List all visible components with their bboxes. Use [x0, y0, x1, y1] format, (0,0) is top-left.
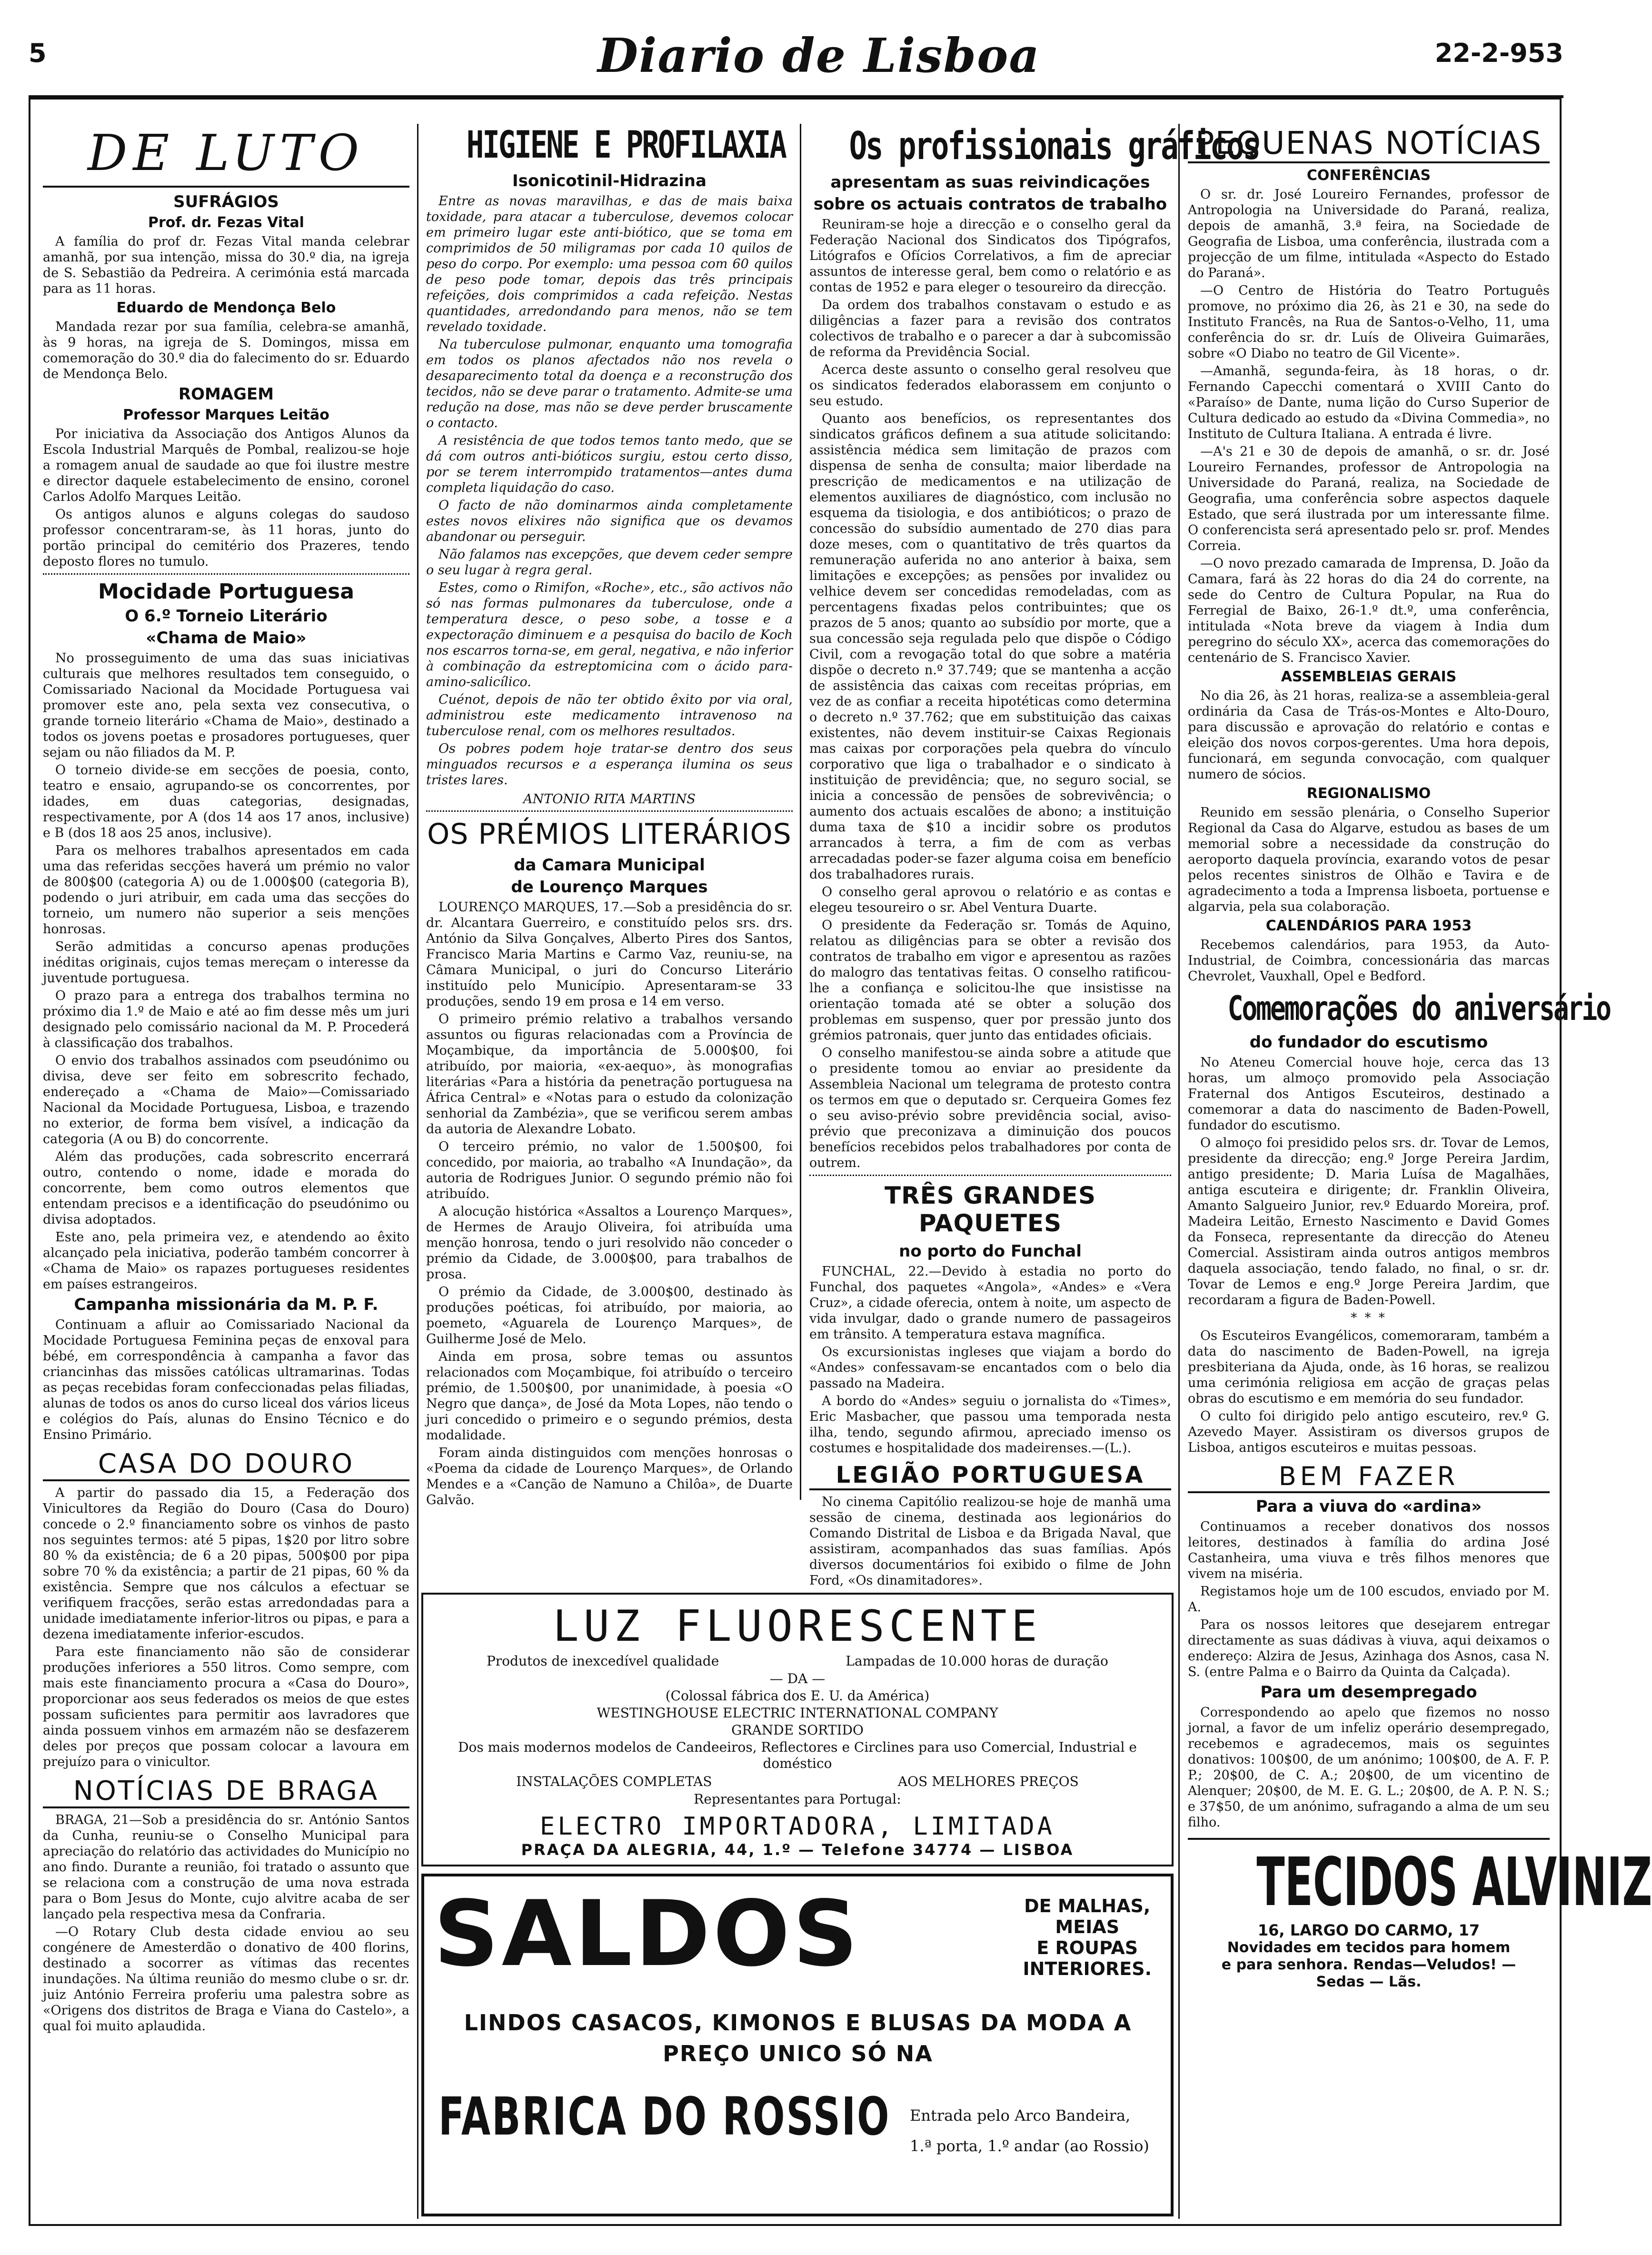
article-headline: BEM FAZER — [1188, 1461, 1550, 1493]
paragraph: Mandada rezar por sua família, celebra-se amanhã, às 9 horas, na igreja de S. Domingos, missa em comemoração do 30.º dia do falecimento do sr. Eduardo de Mendonça Belo. — [43, 319, 409, 381]
paragraph: O conselho geral aprovou o relatório e as contas e elegeu tesoureiro o sr. Abel Ventura Duarte. — [809, 885, 1171, 915]
ad-title: SALDOS — [434, 1881, 861, 1986]
paragraph: No dia 26, às 21 horas, realiza-se a assembleia-geral ordinária da Casa de Trás-os-Montes e Alto-Douro, para discussão e aprovação do relatório e contas e eleição dos novos corpos-gerentes. Uma hora depois, funcionará, em segunda convocação, com qualquer numero de sócios. — [1188, 688, 1550, 782]
subheading: sobre os actuais contratos de trabalho — [813, 195, 1167, 214]
paragraph: BRAGA, 21—Sob a presidência do sr. António Santos da Cunha, reuniu-se o Conselho Municipal para apreciação do relatório das actividades do Município no ano findo. Durante a reunião, foi tratado o assunto que se relaciona com a construção de uma nova estrada para o Bom Jesus do Monte, cujo alvitre acaba de ser lançado pela respectiva mesa da Confraria. — [43, 1813, 409, 1922]
ad-company: ELECTRO IMPORTADORA, LIMITADA — [540, 1812, 1055, 1841]
ad-text: PREÇO UNICO SÓ NA — [663, 2041, 933, 2066]
paragraph: A alocução histórica «Assaltos a Lourenço Marques», de Hermes de Araujo Oliveira, foi atribuída uma menção honrosa, tendo o juri resolvido não conceder o prémio da Cidade, de 3.000$00, para trabalhos de prosa. — [426, 1204, 793, 1282]
paragraph: Para este financiamento não são de considerar produções inferiores a 550 litros. Como sempre, com mais este financiamento procura a «Casa do Douro», proporcionar aos seus federados os meios de que estes possam suficientes para permitir aos lavradores que ainda possuem vinhos em armazém não se desfazerem deles por preços que possam colocar a lavoura em prejuízo para o vinicultor. — [43, 1645, 409, 1769]
section-heading-pequenas-noticias: PEQUENAS NOTÍCIAS — [1188, 125, 1550, 163]
column-2 — [426, 119, 793, 1510]
paragraph: Os Escuteiros Evangélicos, comemoraram, também a data do nascimento de Baden-Powell, na igreja presbiteriana da Ajuda, onde, às 16 horas, se realizou uma cerimónia religiosa em acção de graças pelas obras do escutismo e em memória do seu fundador. — [1188, 1328, 1550, 1406]
subheading: «Chama de Maio» — [146, 629, 307, 648]
paragraph: Recebemos calendários, para 1953, da Auto-Industrial, de Coimbra, concessionária das marcas Chevrolet, Vauxhall, Opel e Bedford. — [1188, 938, 1550, 984]
advertisement-saldos — [421, 1874, 1174, 2216]
ad-text: Novidades em tecidos para homem — [1227, 1939, 1511, 1956]
divider — [809, 1175, 1171, 1176]
subheading: ROMAGEM — [178, 385, 274, 404]
subheading: Professor Marques Leitão — [123, 407, 329, 423]
ad-text: LINDOS CASACOS, KIMONOS E BLUSAS DA MODA A — [464, 2010, 1132, 2035]
paragraph: A família do prof dr. Fezas Vital manda celebrar amanhã, por sua intenção, missa do 30.º dia, na igreja de S. Sebastião da Pedreira. A cerimónia está marcada para as 11 horas. — [43, 234, 409, 296]
paragraph: O prémio da Cidade, de 3.000$00, destinado às produções poéticas, foi atribuído, por maioria, ao poemeto, «Aguarela de Lourenço Marques», de Guilherme José de Melo. — [426, 1285, 793, 1347]
paragraph: No Ateneu Comercial houve hoje, cerca das 13 horas, um almoço promovido pela Associação Fraternal dos Antigos Escuteiros, destinado a comemorar a data do nascimento de Baden-Powell, fundador do escutismo. — [1188, 1055, 1550, 1133]
masthead — [29, 19, 1563, 100]
ad-address: 16, LARGO DO CARMO, 17 — [1257, 1921, 1480, 1939]
paragraph: O primeiro prémio relativo a trabalhos versando assuntos ou figuras relacionadas com a Província de Moçambique, da importância de 5.000$00, foi atribuído, por maioria, «ex-aequo», às monografias literárias «Para a história da penetração portuguesa na África Central» e «Notas para o estudo da colonização senhorial da Zambézia», que se verificou serem ambas da autoria de Alexandre Lobato. — [426, 1012, 793, 1137]
paragraph: Entre as novas maravilhas, e das de mais baixa toxidade, para atacar a tuberculose, devemos colocar em primeiro lugar este anti-biótico, que se toma em comprimidos de 50 miligramas por cada 10 quilos de peso do corpo. Por exemplo: uma pessoa com 60 quilos de peso pode tomar, depois das três principais refeições, dois comprimidos a cada refeição. Nestas quantidades, arredondando para menos, não se tem revelado toxidade. — [426, 194, 793, 334]
issue-date: 22-2-953 — [1434, 38, 1563, 68]
paragraph: Estes, como o Rimifon, «Roche», etc., são activos não só nas formas pulmonares da tuberculose, onde a temperatura desce, o peso sobe, a tosse e a expectoração diminuem e a pesquisa do bacilo de Koch nos escarros torna-se, em geral, negativa, e não inferior à combinação da estreptomicina com o ácido para-amino-salicílico. — [426, 580, 793, 689]
paragraph: —O Rotary Club desta cidade enviou ao seu congénere de Amesterdão o donativo de 400 florins, destinado a socorrer as vítimas das recentes inundações. Na última reunião do mesmo clube o sr. dr. juiz António Ferreira proferiu uma palestra sobre as «Origens dos distritos de Braga e Viana do Castelo», a qual foi muito aplaudida. — [43, 1925, 409, 2034]
paragraph: A bordo do «Andes» seguiu o jornalista do «Times», Eric Masbacher, que passou uma temporada nesta ilha, tendo, segundo afirmou, apreciado imenso os costumes e hospitalidade dos madeirenses.—(L.). — [809, 1394, 1171, 1456]
page-number: 5 — [29, 38, 47, 68]
paragraph: FUNCHAL, 22.—Devido à estadia no porto do Funchal, dos paquetes «Angola», «Andes» e «Vera Cruz», a cidade oferecia, ontem à noite, um aspecto de vida invulgar, dado o grande numero de passageiros em trânsito. A temperatura estava magnífica. — [809, 1264, 1171, 1342]
ad-address — [910, 2100, 1149, 2161]
ad-text: AOS MELHORES PREÇOS — [897, 1774, 1079, 1789]
paragraph: O conselho manifestou-se ainda sobre a atitude que o presidente tomou ao enviar ao presidente da Assembleia Nacional um telegrama de protesto contra os termos em que o deputado sr. Cerqueira Gomes fez o seu aviso-prévio sobre previdência social, aviso-prévio que preconizava a diminuição dos poucos benefícios recebidos pelos trabalhadores por conta de outrem. — [809, 1046, 1171, 1170]
ad-side-text — [1023, 1896, 1152, 1979]
column-4 — [1188, 119, 1652, 1991]
subheading: Para a viuva do «ardina» — [1255, 1497, 1482, 1516]
paragraph: —O novo prezado camarada de Imprensa, D. João da Camara, fará às 22 horas do dia 24 do corrente, na sede do Centro de Cultura Popular, na Rua do Ferregial de Baixo, 26-1.º dt.º, uma conferência, intitulada «Nota breve da viagem à India dum peregrino do século XX», acerca das comemorações do centenário de S. Francisco Xavier. — [1188, 556, 1550, 665]
article-headline: Comemorações do aniversário — [1227, 989, 1610, 1028]
subheading: do fundador do escutismo — [1249, 1033, 1488, 1052]
section-heading-luto: DE LUTO — [43, 124, 409, 188]
article-headline: Os profissionais gráficos — [849, 124, 1259, 168]
ad-text: e para senhora. Rendas—Veludos! — — [1221, 1956, 1516, 1973]
article-headline: TRÊS GRANDES PAQUETES — [885, 1182, 1096, 1237]
paragraph: A partir do passado dia 15, a Federação dos Vinicultores da Região do Douro (Casa do Douro) concede o 2.º financiamento sobre os vinhos de pasto nos seguintes termos: até 5 pipas, 1$20 por litro sobre 80 % da existência; de 6 a 20 pipas, 500$00 por pipa sobre 70 % da existência; a partir de 21 pipas, 60 % da existência. Sempre que nos cálculos a efectuar se verifiquem fracções, serão estas arredondadas para a unidade imediatamente inferior-litros ou pipas, e para a dezena imediatamente inferior-escudos. — [43, 1486, 409, 1642]
paragraph: Continuam a afluir ao Comissariado Nacional da Mocidade Portuguesa Feminina peças de enxoval para bébé, em correspondência à campanha a favor das criancinhas das missões católicas ultramarinas. Todas as peças recebidas foram confeccionadas pelas filiadas, alunas de todos os anos do curso liceal dos vários liceus e colégios do País, alunas do Ensino Técnico e do Ensino Primário. — [43, 1317, 409, 1442]
subheading: Para um desempregado — [1260, 1683, 1477, 1702]
paragraph: No cinema Capitólio realizou-se hoje de manhã uma sessão de cinema, destinada aos legionários do Comando Distrital de Lisboa e da Brigada Naval, que assistiram, acompanhados das suas famílias. Após diversos documentários foi exibido o filme de John Ford, «Os dinamitadores». — [809, 1495, 1171, 1588]
paragraph: O almoço foi presidido pelos srs. dr. Tovar de Lemos, presidente da direcção; eng.º Jorge Pereira Jardim, antigo presidente; D. Maria Luísa de Magalhães, antiga escuteira e dirigente; dr. Franklin Oliveira, Amanto Salgueiro Junior, rev.º Eduardo Moreira, prof. Madeira Leitão, Ernesto Nascimento e David Gomes da Fonseca, representante da direcção do Ateneu Comercial. Assistiram ainda outros antigos membros daquela associação, tendo falado, no final, o sr. dr. Tovar de Lemos e eng.º Jorge Pereira Jardim, que recordaram a figura de Baden-Powell. — [1188, 1136, 1550, 1307]
column-rule — [800, 124, 801, 1500]
subheading: apresentam as suas reivindicações — [830, 173, 1150, 192]
paragraph: Não falamos nas excepções, que devem ceder sempre o seu lugar à regra geral. — [426, 547, 793, 578]
article-headline: HIGIENE E PROFILAXIA — [466, 124, 786, 167]
divider — [43, 573, 409, 575]
ad-text: — DA — — [769, 1671, 826, 1686]
ad-title: LUZ FLUORESCENTE — [553, 1601, 1042, 1651]
column-1 — [43, 119, 409, 2036]
paragraph: Os excursionistas ingleses que viajam a bordo do «Andes» confessavam-se encantados com o belo dia passado na Madeira. — [809, 1345, 1171, 1391]
paragraph: Cuénot, depois de não ter obtido êxito por via oral, administrou este medicamento intravenoso na tuberculose renal, com os melhores resultados. — [426, 692, 793, 738]
paragraph: Da ordem dos trabalhos constavam o estudo e as diligências a fazer para a revisão dos contratos colectivos de trabalho e o parecer a dar à subcomissão de reforma da Previdência Social. — [809, 298, 1171, 359]
paragraph: O prazo para a entrega dos trabalhos termina no próximo dia 1.º de Maio e até ao fim desse mês um juri designado pelo comissário nacional da M. P. Procederá à classificação dos trabalhos. — [43, 988, 409, 1050]
paragraph: Reuniram-se hoje a direcção e o conselho geral da Federação Nacional dos Sindicatos dos Tipógrafos, Litógrafos e Ofícios Correlativos, a fim de apreciar assuntos de interesse geral, bem como o relatório e as contas de 1952 e para eleger o tesoureiro da direcção. — [809, 217, 1171, 295]
ad-text: GRANDE SORTIDO — [731, 1722, 864, 1738]
paragraph: Correspondendo ao apelo que fizemos no nosso jornal, a favor de um infeliz operário desempregado, recebemos e agradecemos, mais os seguintes donativos: 100$00, de um anónimo; 100$00, de A. F. P. P.; 20$00, de C. A.; 20$00, de um vicentino de Alenquer; 20$00, de M. E. G. L.; 20$00, de A. P. N. S.; e 37$50, de um anónimo, sufragando a alma de um seu filho. — [1188, 1705, 1550, 1830]
paragraph: A resistência de que todos temos tanto medo, que se dá com outros anti-bióticos surgiu, estou certo disso, por se terem interrompido tratamentos—antes duma completa liquidação do caso. — [426, 433, 793, 495]
article-headline: NOTÍCIAS DE BRAGA — [43, 1776, 409, 1808]
subheading: ASSEMBLEIAS GERAIS — [1281, 669, 1457, 685]
paragraph: Serão admitidas a concurso apenas produções inéditas originais, cujos temas mereçam o interesse da juventude portuguesa. — [43, 939, 409, 986]
column-rule — [417, 124, 418, 2219]
divider — [426, 810, 793, 812]
column-rule — [1178, 124, 1180, 2219]
subheading: Prof. dr. Fezas Vital — [148, 214, 304, 231]
subheading: da Camara Municipal — [514, 856, 705, 875]
ad-store-name: FABRICA DO ROSSIO — [438, 2086, 891, 2147]
ad-address: PRAÇA DA ALEGRIA, 44, 1.º — Telefone 34774 — LISBOA — [521, 1841, 1074, 1859]
ad-text: DE MALHAS, — [1024, 1896, 1151, 1916]
subheading: Isonicotinil-Hidrazina — [512, 171, 707, 190]
advertisement-luz-fluorescente — [421, 1593, 1174, 1866]
article-headline: OS PRÉMIOS LITERÁRIOS — [427, 818, 792, 851]
paragraph: O culto foi dirigido pelo antigo escuteiro, rev.º G. Azevedo Mayer. Assistiram os diversos grupos de Lisboa, antigos escuteiros e muitas pessoas. — [1188, 1409, 1550, 1455]
paragraph: —A's 21 e 30 de depois de amanhã, o sr. dr. José Loureiro Fernandes, professor de Antropologia na Universidade do Paraná, realiza, na Sociedade de Geografia, uma conferência sobre aspectos daquele Estado, que será ilustrada por um interessante filme. O conferencista será apresentado pelo sr. prof. Mendes Correia. — [1188, 444, 1550, 553]
subheading: CALENDÁRIOS PARA 1953 — [1265, 918, 1472, 934]
paragraph: O envio dos trabalhos assinados com pseudónimo ou divisa, deve ser feito em sobrescrito fechado, endereçado a «Chama de Maio»—Comissariado Nacional da Mocidade Portuguesa, Lisboa, e trazendo no exterior, de forma bem visível, a indicação da categoria (A ou B) do concorrente. — [43, 1053, 409, 1147]
subheading: Campanha missionária da M. P. F. — [74, 1295, 378, 1314]
ad-brand: TECIDOS ALVINIZ — [1256, 1844, 1652, 1921]
paragraph: Este ano, pela primeira vez, e atendendo ao êxito alcançado pela iniciativa, poderão também concorrer à «Chama de Maio» os rapazes portugueses residentes em países estrangeiros. — [43, 1230, 409, 1292]
article-headline: LEGIÃO PORTUGUESA — [809, 1462, 1171, 1490]
paragraph: Para os nossos leitores que desejarem entregar directamente as suas dádivas à viuva, aqui deixamos o endereço: Alzira de Jesus, Azinhaga dos Asnos, casa N. S. (entre Palma e o Bairro da Quinta da Calçada). — [1188, 1617, 1550, 1679]
paragraph: Continuamos a receber donativos dos nossos leitores, destinados à família do ardina José Castanheira, uma viuva e três filhos menores que vivem na miséria. — [1188, 1519, 1550, 1581]
subheading: REGIONALISMO — [1306, 785, 1431, 802]
ad-row — [423, 1653, 1172, 1669]
subheading: O 6.º Torneio Literário — [125, 607, 328, 626]
ad-text: 1.ª porta, 1.º andar (ao Rossio) — [910, 2137, 1149, 2155]
paragraph: No prosseguimento de uma das suas iniciativas culturais que melhores resultados tem conseguido, o Comissariado Nacional da Mocidade Portuguesa vai promover este ano, pela sexta vez consecutiva, o grande torneio literário «Chama de Maio», destinado a todos os jovens poetas e prosadores portugueses, quer sejam ou não filiados da M. P. — [43, 651, 409, 760]
subheading: CONFERÊNCIAS — [1306, 167, 1431, 184]
ad-text: E ROUPAS — [1036, 1937, 1138, 1958]
subheading: no porto do Funchal — [899, 1242, 1082, 1261]
article-headline: CASA DO DOURO — [43, 1448, 409, 1481]
paragraph: —O Centro de História do Teatro Português promove, no próximo dia 26, às 21 e 30, na sede do Instituto Francês, na Rua de Santos-o-Velho, 11, uma conferência do sr. dr. Luís de Oliveira Guimarães, sobre «O Diabo no teatro de Gil Vicente». — [1188, 283, 1550, 361]
author-signature: ANTONIO RITA MARTINS — [523, 792, 696, 807]
ad-text: Dos mais modernos modelos de Candeeiros, Reflectores e Circlines para uso Comercial, Industrial e doméstico — [458, 1739, 1137, 1771]
column-3 — [809, 119, 1259, 1590]
paragraph: Reunido em sessão plenária, o Conselho Superior Regional da Casa do Algarve, estudou as bases de um memorial sobre a necessidade da construção do aeroporto daquela província, exarando votos de pesar pelos recentes sinistros de Olhão e Tavira e de agradecimento a toda a Imprensa lisboeta, portuense e algarvia, pela sua colaboração. — [1188, 805, 1550, 914]
paragraph: Para os melhores trabalhos apresentados em cada uma das referidas secções haverá um prémio no valor de 800$00 (categoria A) ou de 1.000$00 (categoria B), podendo o juri atribuir, em cada uma das secções do torneio, um numero não superior a seis menções honrosas. — [43, 843, 409, 937]
paragraph: Além das produções, cada sobrescrito encerrará outro, contendo o nome, idade e morada do concorrente, bem como outros elementos que entendam precisos e a identificação do pseudónimo ou divisa adoptados. — [43, 1149, 409, 1227]
ad-text: Produtos de inexcedível qualidade — [487, 1653, 719, 1669]
paragraph: Ainda em prosa, sobre temas ou assuntos relacionados com Moçambique, foi atribuído o terceiro prémio, de 1.500$00, por unanimidade, à poesia «O Negro que dança», de José da Mota Lopes, não tendo o juri concedido o primeiro e o segundo prémios, desta modalidade. — [426, 1349, 793, 1443]
paragraph: O facto de não dominarmos ainda completamente estes novos elixires não significa que os devamos abandonar ou perseguir. — [426, 498, 793, 544]
paragraph: O terceiro prémio, no valor de 1.500$00, foi concedido, por maioria, ao trabalho «A Inundação», da autoria de Rodrigues Junior. O segundo prémio não foi atribuído. — [426, 1139, 793, 1201]
paragraph: Quanto aos benefícios, os representantes dos sindicatos gráficos definem a sua atitude solicitando: assistência médica sem limitação de prazos com dispensa de senha de consulta; maior liberdade na prescrição de medicamentos e na utilização de elementos auxiliares de diagnóstico, com inclusão no esquema da tisiologia, e dos antibióticos; o prazo de concessão do subsídio aumentado de 270 dias para doze meses, com o quantitativo de três quartos da remuneração auferida no ano anterior à baixa, sem limitações e excepções; as pensões por invalidez ou velhice devem ser concedidas remodeladas, com as percentagens fixadas pelos contribuintes; que os prazos de 5 anos; quanto ao subsídio por morte, que a sua concessão seja regulada pelo que dispõe o Código Civil, com a revogação total do que sobre a matéria dispõe o decreto n.º 37.749; que se mantenha a acção de assistência das caixas com receitas próprias, em vez de as confiar a receita hipotéticas como determina o decreto n.º 37.762; que em substituição das caixas existentes, não devem instituir-se Caixas Regionais mas caixas por corporações pela quebra do vínculo corporativo que liga o trabalhador e o sindicato à instituição de previdência; que, no seguro social, se inicia a concessão de pensões de sobrevivência; o aumento dos actuais escalões de abono; a instituição duma taxa de $10 a incidir sobre os produtos arrancados à terra, a fim de com as verbas arrecadadas poder-se fazer alguma coisa em benefício dos trabalhadores rurais. — [809, 411, 1171, 882]
subheading: Eduardo de Mendonça Belo — [116, 299, 336, 316]
advertisement-tecidos — [1188, 1838, 1652, 1991]
ad-text: MEIAS — [1055, 1916, 1120, 1937]
subheading: SUFRÁGIOS — [173, 192, 279, 211]
ad-text: Sedas — Lãs. — [1316, 1974, 1422, 1990]
ad-text: INTERIORES. — [1023, 1958, 1152, 1979]
ad-row — [423, 1774, 1172, 1789]
paragraph: Os antigos alunos e alguns colegas do saudoso professor concentraram-se, às 11 horas, junto do portão principal do cemitério dos Prazeres, tendo deposto flores no tumulo. — [43, 507, 409, 569]
separator-stars: * * * — [1351, 1311, 1387, 1325]
paragraph: Por iniciativa da Associação dos Antigos Alunos da Escola Industrial Marquês de Pombal, realizou-se hoje a romagem anual de saudade ao que foi ilustre mestre e director daquele estabelecimento de ensino, coronel Carlos Adolfo Marques Leitão. — [43, 427, 409, 504]
article-headline: Mocidade Portuguesa — [98, 579, 355, 604]
ad-text: WESTINGHOUSE ELECTRIC INTERNATIONAL COMPANY — [597, 1705, 998, 1721]
paragraph: —Amanhã, segunda-feira, às 18 horas, o dr. Fernando Capecchi comentará o XVIII Canto do «Paraíso» de Dante, numa lição do Curso Superior de Cultura dedicado ao estudo da «Divina Commedia», no Instituto de Cultura Italiana. A entrada é livre. — [1188, 364, 1550, 441]
ad-text: Representantes para Portugal: — [694, 1791, 901, 1807]
paragraph: Foram ainda distinguidos com menções honrosas o «Poema da cidade de Lourenço Marques», de Orlando Mendes e a «Canção de Namuno a Chilôa», de Duarte Galvão. — [426, 1446, 793, 1507]
paragraph: Na tuberculose pulmonar, enquanto uma tomografia em todos os planos afectados não nos revela o desaparecimento total da doença e a reconstrução dos tecidos, não se deve parar o tratamento. Admite-se uma redução na dose, mas não se deve perder bruscamente o contacto. — [426, 337, 793, 430]
paragraph: LOURENÇO MARQUES, 17.—Sob a presidência do sr. dr. Alcantara Guerreiro, e constituído pelos srs. drs. António da Silva Gonçalves, Alberto Pires dos Santos, Francisco Maria Martins e Carmo Vaz, reuniu-se, na Câmara Municipal, o juri do Concurso Literário instituído pelo Município. Apresentaram-se 33 produções, sendo 19 em prosa e 14 em verso. — [426, 900, 793, 1009]
paragraph: Acerca deste assunto o conselho geral resolveu que os sindicatos federados elaborassem em conjunto o seu estudo. — [809, 362, 1171, 409]
ad-text: (Colossal fábrica dos E. U. da América) — [665, 1688, 930, 1704]
paragraph: O sr. dr. José Loureiro Fernandes, professor de Antropologia na Universidade do Paraná, realiza, depois de amanhã, 3.ª feira, na Sociedade de Geografia de Lisboa, uma conferência, ilustrada com a projecção de um filme, intitulada «Aspecto do Estado do Paraná». — [1188, 187, 1550, 280]
subheading: de Lourenço Marques — [511, 878, 708, 897]
paragraph: O torneio divide-se em secções de poesia, conto, teatro e ensaio, agrupando-se os concorrentes, por idades, em duas categorias, designadas, respectivamente, por A (dos 14 aos 17 anos, inclusive) e B (dos 18 aos 25 anos, inclusive). — [43, 763, 409, 840]
ad-text: Lampadas de 10.000 horas de duração — [846, 1653, 1108, 1669]
paragraph: O presidente da Federação sr. Tomás de Aquino, relatou as diligências para se obter a revisão dos contratos de trabalho em vigor e apresentou as razões do malogro das tentativas feitas. O conselho ratificou-lhe a confiança e solicitou-lhe que insistisse na orientação tomada até se obter a solução dos problemas em suspenso, quer por pressão junto dos grémios patronais, quer junto das entidades oficiais. — [809, 918, 1171, 1043]
newspaper-title: Diario de Lisboa — [597, 29, 1040, 83]
ad-text: Entrada pelo Arco Bandeira, — [910, 2106, 1131, 2125]
ad-text: INSTALAÇÕES COMPLETAS — [516, 1774, 712, 1789]
paragraph: Os pobres podem hoje tratar-se dentro dos seus minguados recursos e a esperança ilumina os seus tristes lares. — [426, 741, 793, 788]
paragraph: Registamos hoje um de 100 escudos, enviado por M. A. — [1188, 1584, 1550, 1615]
